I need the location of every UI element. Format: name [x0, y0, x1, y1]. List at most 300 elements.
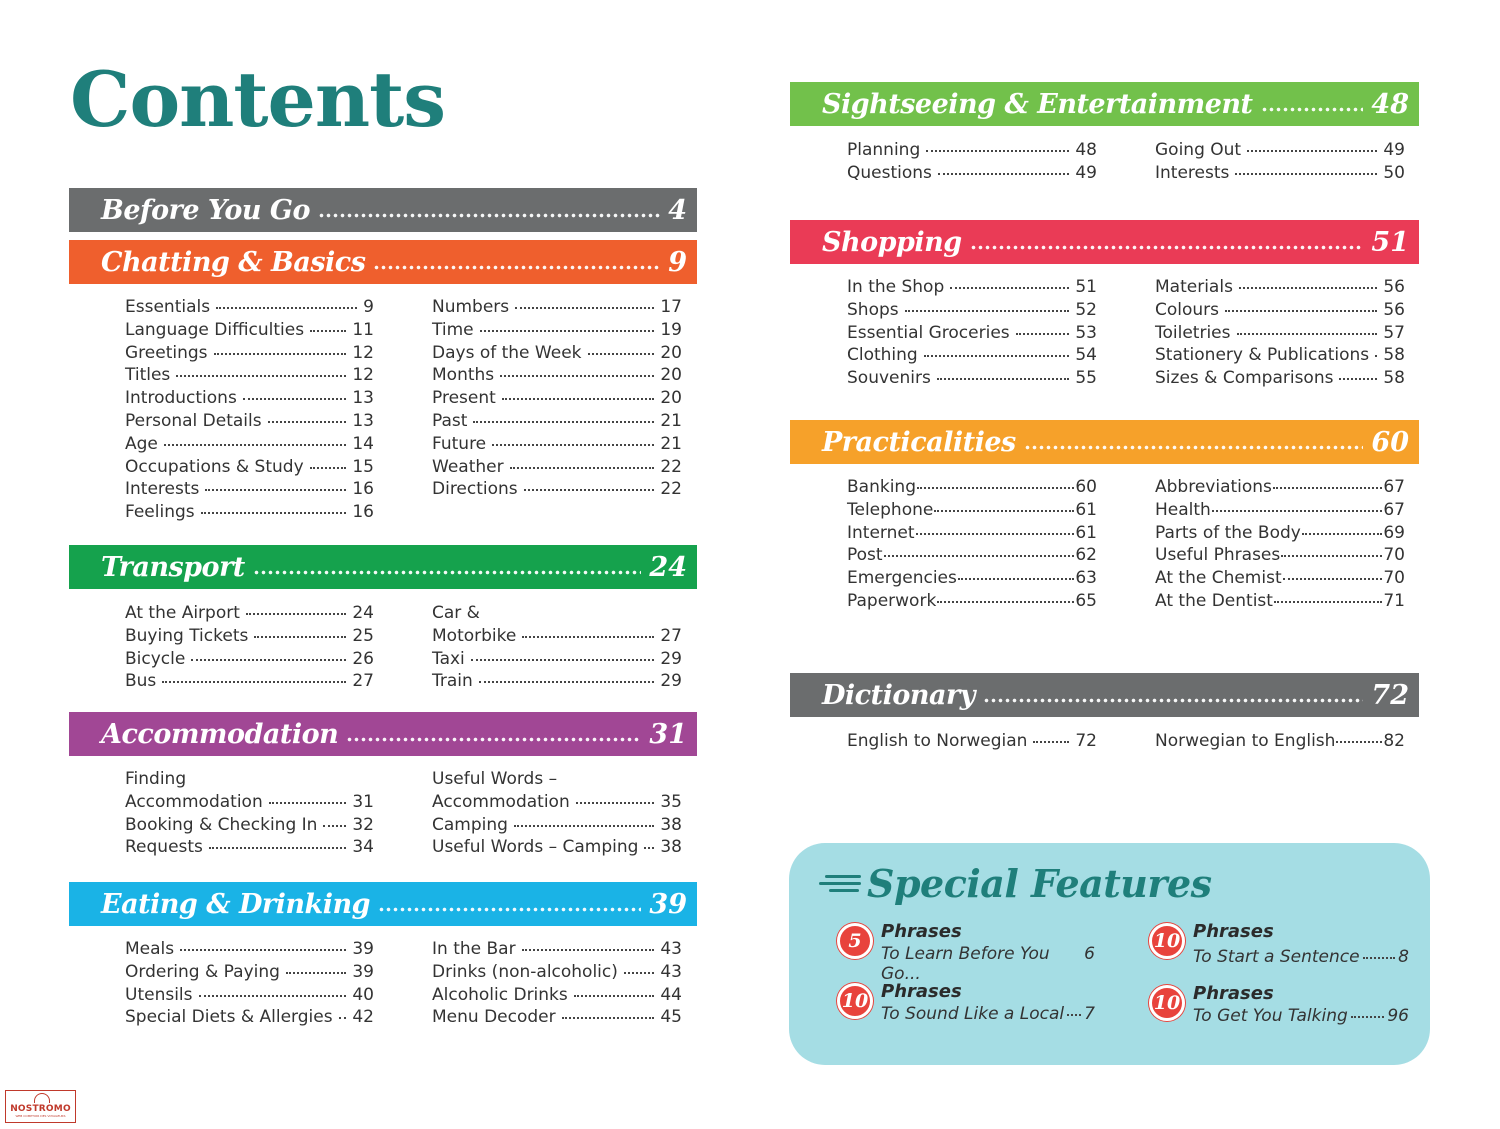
toc-entry-title: Post [847, 545, 883, 566]
toc-entry[interactable] [125, 388, 374, 411]
toc-entry[interactable] [125, 603, 374, 626]
toc-entry[interactable] [125, 457, 374, 480]
leader-dots [310, 329, 346, 332]
toc-entry[interactable] [847, 163, 1097, 186]
toc-entry-page: 16 [352, 502, 374, 523]
toc-entry[interactable] [432, 320, 682, 343]
toc-entry-title: Directions [432, 479, 518, 500]
section-band-chatting-basics[interactable] [69, 240, 697, 284]
section-page: 39 [649, 888, 687, 920]
toc-entry[interactable] [1155, 345, 1405, 368]
toc-entry[interactable] [1155, 277, 1405, 300]
leader-dots [339, 1016, 347, 1019]
toc-entry[interactable] [125, 502, 374, 525]
toc-entry[interactable] [125, 939, 374, 962]
toc-entry[interactable] [125, 815, 374, 838]
leader-dots [205, 488, 346, 491]
toc-entry-page: 39 [352, 939, 374, 959]
leader-dots [209, 846, 346, 849]
toc-entry-page: 44 [660, 984, 682, 1005]
leader-dots [176, 374, 346, 377]
toc-entry-title: Alcoholic Drinks [432, 984, 568, 1005]
leader-dots [254, 635, 346, 638]
toc-entry-page: 12 [352, 365, 374, 386]
feature-heading: Phrases [881, 981, 962, 1002]
section-page: 72 [1371, 679, 1409, 711]
toc-entry-title: At the Dentist [1155, 590, 1273, 611]
toc-entry[interactable] [432, 649, 682, 672]
toc-entry-page: 38 [660, 814, 682, 835]
special-features-title: Special Features [867, 861, 1212, 906]
toc-entry-page: 29 [660, 671, 682, 692]
leader-dots [246, 612, 346, 615]
leader-dots [1247, 149, 1377, 152]
toc-entry-page: 22 [660, 479, 682, 500]
leader-dots [199, 994, 347, 997]
toc-entry-title: English to Norwegian [847, 731, 1028, 751]
toc-entry-page: 21 [660, 410, 682, 431]
section-title: Eating & Drinking [101, 888, 370, 920]
feature-heading: Phrases [881, 921, 962, 942]
leader-dots [644, 846, 654, 849]
nostromo-logo [5, 1090, 76, 1123]
section-page: 9 [668, 246, 687, 278]
toc-entry-title: Essentials [125, 297, 211, 317]
leader-dots [562, 1016, 655, 1019]
feature-subtitle-text: To Learn Before You Go... [881, 944, 1050, 984]
toc-entry[interactable] [125, 837, 374, 860]
toc-entry-title: At the Chemist [1155, 568, 1282, 589]
feature-subtitle [881, 944, 1095, 984]
toc-entry[interactable] [125, 365, 374, 388]
toc-entry-page: 67 [1383, 477, 1405, 497]
toc-entry-title: Days of the Week [432, 342, 582, 363]
toc-entry[interactable] [125, 343, 374, 366]
section-page: 24 [649, 551, 687, 583]
toc-entry-page: 71 [1383, 590, 1405, 611]
leader-dots [471, 658, 655, 661]
toc-entry-title: Camping [432, 814, 508, 835]
toc-entry[interactable] [125, 626, 374, 649]
toc-entry[interactable] [847, 477, 1097, 500]
toc-entry-page: 65 [1075, 590, 1097, 611]
toc-entry-title: Bicycle [125, 648, 186, 669]
toc-entry-page: 70 [1383, 568, 1405, 589]
accommodation-left-column [125, 769, 374, 860]
globe-icon [34, 1093, 50, 1103]
toc-entry[interactable] [432, 626, 682, 649]
toc-entry[interactable] [432, 479, 682, 502]
toc-entry[interactable] [432, 388, 682, 411]
leader-dots [524, 488, 655, 491]
toc-entry-heading: Car & [432, 603, 480, 623]
toc-entry[interactable] [847, 345, 1097, 368]
section-title: Before You Go [101, 194, 310, 226]
feature-subtitle-text: To Start a Sentence [1193, 947, 1360, 967]
toc-entry-page: 63 [1075, 568, 1097, 589]
toc-entry-title: Abbreviations [1155, 477, 1272, 497]
leader-dots [201, 511, 347, 514]
section-title: Sightseeing & Entertainment [822, 88, 1253, 120]
toc-entry[interactable] [432, 815, 682, 838]
toc-entry-title: Utensils [125, 984, 193, 1005]
practicalities-right-column [1155, 477, 1405, 614]
toc-entry[interactable] [432, 457, 682, 480]
leader-dots [492, 443, 654, 446]
leader-dots [938, 172, 1069, 175]
eating-left-column [125, 939, 374, 1030]
sightseeing-left-column [847, 140, 1097, 186]
section-band-accommodation[interactable] [69, 712, 697, 756]
toc-entry[interactable] [1155, 523, 1405, 546]
leader-dots [323, 824, 346, 827]
toc-entry-page: 43 [660, 961, 682, 982]
toc-entry[interactable] [847, 523, 1097, 546]
toc-entry-page: 70 [1383, 545, 1405, 566]
toc-entry-title: Health [1155, 499, 1211, 520]
toc-entry[interactable] [847, 323, 1097, 346]
leader-dots [310, 466, 347, 469]
toc-entry-title: Internet [847, 522, 915, 543]
toc-entry[interactable] [432, 671, 682, 694]
toc-entry-title: Going Out [1155, 140, 1242, 160]
toc-entry-title: Paperwork [847, 590, 937, 611]
toc-entry-title: Occupations & Study [125, 456, 304, 477]
toc-entry-page: 45 [660, 1007, 682, 1028]
leader-dots [950, 286, 1069, 289]
toc-entry-page: 11 [352, 319, 374, 340]
toc-entry-title: Accommodation [432, 791, 570, 812]
section-band-eating-drinking[interactable] [69, 882, 697, 926]
toc-entry[interactable] [1155, 591, 1405, 614]
toc-entry-page: 20 [660, 342, 682, 363]
toc-entry[interactable] [847, 591, 1097, 614]
toc-entry-title: Weather [432, 456, 504, 477]
toc-entry[interactable] [432, 985, 682, 1008]
toc-entry-title: Banking [847, 477, 916, 497]
toc-entry[interactable] [1155, 500, 1405, 523]
toc-entry-page: 21 [660, 433, 682, 454]
toc-entry[interactable] [1155, 545, 1405, 568]
page-title: Contents [70, 55, 446, 144]
toc-entry-page: 62 [1075, 545, 1097, 566]
dictionary-right-column [1155, 731, 1405, 754]
leader-dots [522, 948, 655, 951]
leader-dots [958, 577, 1074, 580]
leader-dots [502, 397, 655, 400]
toc-entry-page: 60 [1075, 477, 1097, 497]
section-band-shopping[interactable] [790, 220, 1419, 264]
toc-entry-heading: Finding [125, 769, 187, 789]
section-title: Transport [101, 551, 245, 583]
leader-dots [500, 374, 654, 377]
toc-entry-title: Norwegian to English [1155, 731, 1336, 751]
feature-subtitle-text: To Get You Talking [1193, 1006, 1348, 1026]
toc-entry-page: 20 [660, 365, 682, 386]
toc-entry[interactable] [432, 837, 682, 860]
chatting-right-column [432, 297, 682, 502]
toc-entry-title: Accommodation [125, 791, 263, 812]
toc-entry-page: 27 [352, 671, 374, 692]
leader-dots [937, 377, 1070, 380]
toc-entry-title: Special Diets & Allergies [125, 1007, 333, 1028]
leader-dots [576, 801, 655, 804]
leader-dots [905, 309, 1070, 312]
section-page: 60 [1371, 426, 1409, 458]
leader-dots [286, 971, 346, 974]
toc-entry-title: Train [432, 671, 473, 692]
feature-subtitle [1193, 947, 1409, 967]
toc-entry[interactable] [125, 792, 374, 815]
toc-entry-title: Present [432, 388, 496, 409]
toc-entry[interactable] [1155, 300, 1405, 323]
feature-page: 6 [1084, 944, 1095, 964]
toc-entry-title: Personal Details [125, 410, 262, 431]
toc-entry-page: 42 [352, 1007, 374, 1028]
leader-dots [937, 600, 1074, 603]
toc-entry-title: Planning [847, 140, 921, 160]
toc-entry[interactable] [432, 411, 682, 434]
toc-entry[interactable] [125, 479, 374, 502]
leader-dots [1016, 332, 1070, 335]
toc-entry-page: 15 [352, 456, 374, 477]
toc-entry[interactable] [432, 1007, 682, 1030]
leader-dots [479, 680, 655, 683]
toc-entry[interactable] [1155, 163, 1405, 186]
toc-entry[interactable] [1155, 731, 1405, 754]
toc-entry[interactable] [125, 962, 374, 985]
toc-entry-title: Bus [125, 671, 157, 692]
toc-entry[interactable] [125, 434, 374, 457]
leader-dots [1237, 332, 1378, 335]
toc-entry-page: 82 [1383, 731, 1405, 751]
toc-entry-title: Future [432, 433, 487, 454]
leader-dots [983, 694, 1364, 706]
toc-entry-title: Useful Words – Camping [432, 837, 639, 858]
leader-dots [162, 680, 346, 683]
toc-entry-title: Souvenirs [847, 368, 931, 389]
toc-entry-page: 22 [660, 456, 682, 477]
leader-dots [1336, 740, 1382, 743]
leader-dots [624, 971, 654, 974]
leader-dots [574, 994, 655, 997]
number-badge: 10 [1149, 985, 1185, 1021]
number-badge: 10 [837, 983, 873, 1019]
toc-entry-heading: Useful Words – [432, 769, 558, 789]
toc-entry-page: 56 [1383, 277, 1405, 297]
toc-entry-page: 57 [1383, 322, 1405, 343]
toc-entry[interactable] [125, 1007, 374, 1030]
leader-dots [346, 733, 641, 745]
leader-dots [318, 209, 660, 221]
leader-dots [514, 824, 654, 827]
shopping-right-column [1155, 277, 1405, 391]
section-page: 31 [649, 718, 687, 750]
toc-entry-page: 39 [352, 961, 374, 982]
section-page: 4 [668, 194, 687, 226]
leader-dots [515, 306, 654, 309]
section-band-dictionary[interactable] [790, 673, 1419, 717]
toc-entry-title: Shops [847, 299, 899, 320]
toc-entry[interactable] [125, 320, 374, 343]
toc-entry-page: 9 [363, 297, 374, 317]
toc-entry[interactable] [847, 568, 1097, 591]
leader-dots [180, 948, 346, 951]
leader-dots [268, 420, 347, 423]
toc-entry[interactable] [432, 365, 682, 388]
special-features-box [789, 843, 1430, 1065]
practicalities-left-column [847, 477, 1097, 614]
toc-entry-title: Colours [1155, 299, 1220, 320]
toc-entry-title: Useful Phrases [1155, 545, 1281, 566]
leader-dots [1375, 354, 1377, 357]
toc-entry[interactable] [847, 368, 1097, 391]
toc-entry-page: 48 [1075, 140, 1097, 160]
toc-entry-title: Interests [1155, 162, 1230, 183]
leader-dots [970, 241, 1364, 253]
feature-subtitle-text: To Sound Like a Local [881, 1004, 1065, 1024]
toc-entry-title: Language Difficulties [125, 319, 305, 340]
toc-entry[interactable] [1155, 368, 1405, 391]
feature-page: 7 [1084, 1004, 1095, 1024]
feature-heading: Phrases [1193, 921, 1274, 942]
toc-entry[interactable] [1155, 140, 1405, 163]
toc-entry-page: 50 [1383, 162, 1405, 183]
toc-entry[interactable] [1155, 323, 1405, 346]
toc-entry-title: Essential Groceries [847, 322, 1010, 343]
leader-dots [269, 801, 347, 804]
leader-dots [191, 658, 346, 661]
leader-dots [1281, 554, 1382, 557]
toc-entry[interactable] [1155, 568, 1405, 591]
toc-entry-page: 51 [1075, 277, 1097, 297]
section-title: Practicalities [822, 426, 1016, 458]
toc-entry-page: 58 [1383, 368, 1405, 389]
toc-entry-page: 40 [352, 984, 374, 1005]
leader-dots [216, 306, 357, 309]
leader-dots [253, 566, 642, 578]
feature-page: 96 [1387, 1006, 1409, 1026]
feature-subtitle [1193, 1006, 1409, 1026]
leader-dots [473, 420, 654, 423]
leader-dots [924, 354, 1070, 357]
leader-dots [588, 352, 655, 355]
toc-entry-title: Menu Decoder [432, 1007, 556, 1028]
leader-dots [916, 532, 1075, 535]
leader-dots [1033, 740, 1069, 743]
leader-dots [214, 352, 347, 355]
section-band-sightseeing[interactable] [790, 82, 1419, 126]
toc-entry-title: Interests [125, 479, 200, 500]
toc-entry-page: 58 [1383, 345, 1405, 366]
toc-entry-title: Clothing [847, 345, 918, 366]
toc-entry[interactable] [847, 140, 1097, 163]
toc-entry-title: Buying Tickets [125, 625, 249, 646]
leader-dots [1235, 172, 1377, 175]
transport-left-column [125, 603, 374, 694]
toc-entry[interactable] [847, 731, 1097, 754]
dictionary-left-column [847, 731, 1097, 754]
toc-entry[interactable] [432, 434, 682, 457]
section-title: Dictionary [822, 679, 975, 711]
toc-entry-page: 53 [1075, 322, 1097, 343]
toc-entry-page: 20 [660, 388, 682, 409]
feature-page: 8 [1398, 947, 1409, 967]
toc-entry-title: Questions [847, 162, 932, 183]
leader-dots [1225, 309, 1377, 312]
leader-dots [1274, 600, 1382, 603]
logo-name: NOSTROMO [10, 1104, 71, 1114]
section-band-transport[interactable] [69, 545, 697, 589]
toc-entry-title: Sizes & Comparisons [1155, 368, 1334, 389]
toc-entry-title: Parts of the Body [1155, 522, 1301, 543]
leader-dots [1273, 486, 1382, 489]
toc-entry-title: In the Bar [432, 939, 516, 959]
leader-dots [243, 397, 347, 400]
toc-entry-page: 43 [660, 939, 682, 959]
toc-entry-page: 56 [1383, 299, 1405, 320]
section-band-practicalities[interactable] [790, 420, 1419, 464]
toc-entry-title: Emergencies [847, 568, 957, 589]
toc-entry-page: 61 [1075, 522, 1097, 543]
toc-entry-title: Motorbike [432, 625, 517, 646]
accommodation-right-column [432, 769, 682, 860]
leader-dots [480, 329, 655, 332]
leader-dots [378, 903, 641, 915]
toc-entry[interactable] [847, 500, 1097, 523]
toc-entry-title: Time [432, 319, 474, 340]
toc-entry-title: Meals [125, 939, 175, 959]
toc-entry-page: 12 [352, 342, 374, 363]
toc-entry-page: 31 [352, 791, 374, 812]
toc-entry[interactable] [125, 411, 374, 434]
number-badge: 5 [837, 923, 873, 959]
toc-entry-page: 34 [352, 837, 374, 858]
toc-entry[interactable] [1155, 477, 1405, 500]
toc-entry-title: Drinks (non-alcoholic) [432, 961, 618, 982]
toc-entry-page: 72 [1075, 731, 1097, 751]
section-band-before-you-go[interactable] [69, 188, 697, 232]
toc-entry[interactable] [432, 343, 682, 366]
leader-dots [164, 443, 346, 446]
toc-entry[interactable] [125, 671, 374, 694]
toc-entry-title: Months [432, 365, 495, 386]
toc-entry[interactable] [125, 985, 374, 1008]
toc-entry[interactable] [847, 277, 1097, 300]
toc-entry-title: Requests [125, 837, 203, 858]
toc-entry-page: 27 [660, 625, 682, 646]
chatting-left-column [125, 297, 374, 525]
leader-dots [510, 466, 655, 469]
leader-dots [1212, 509, 1383, 512]
toc-entry-title: Greetings [125, 342, 208, 363]
toc-entry[interactable] [847, 545, 1097, 568]
leader-dots [1283, 577, 1383, 580]
toc-entry[interactable] [432, 297, 682, 320]
toc-entry-title: Stationery & Publications [1155, 345, 1370, 366]
toc-entry-title: Booking & Checking In [125, 814, 318, 835]
feature-subtitle [881, 1004, 1095, 1024]
toc-entry[interactable] [847, 300, 1097, 323]
section-page: 48 [1371, 88, 1409, 120]
toc-entry[interactable] [432, 962, 682, 985]
toc-entry[interactable] [125, 649, 374, 672]
toc-entry[interactable] [432, 939, 682, 962]
toc-entry[interactable] [125, 297, 374, 320]
toc-entry[interactable] [432, 792, 682, 815]
leader-dots [1339, 377, 1377, 380]
toc-entry-page: 24 [352, 603, 374, 623]
